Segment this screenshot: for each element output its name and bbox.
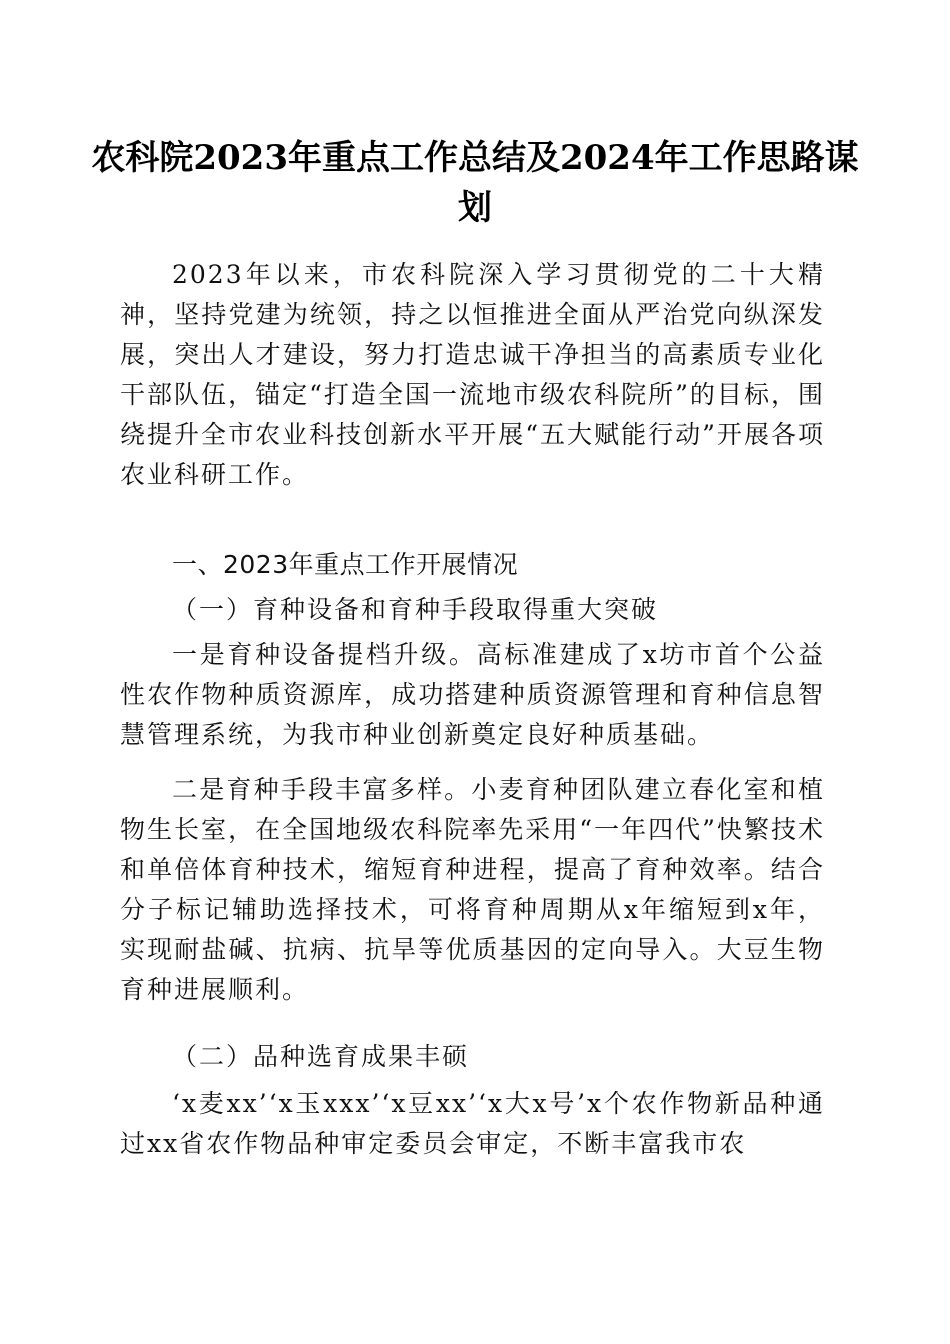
section-heading-1: 一、2023年重点工作开展情况 xyxy=(172,550,519,579)
paragraph-breeding-equipment: 一是育种设备提档升级。高标准建成了x坊市首个公益性农作物种质资源库，成功搭建种质资源管理和育种信息智慧管理系统，为我市种业创新奠定良好种质基础。 xyxy=(120,640,825,749)
subsection-heading-2: （二）品种选育成果丰硕 xyxy=(172,1042,470,1071)
subsection-heading-1: （一）育种设备和育种手段取得重大突破 xyxy=(172,595,659,624)
paragraph-variety-achievements: ‘x麦xx’‘x玉xxx’‘x豆xx’‘x大x号’x个农作物新品种通过xx省农作物品种审定委员会审定，不断丰富我市农 xyxy=(120,1089,825,1158)
intro-paragraph: 2023年以来，市农科院深入学习贯彻党的二十大精神，坚持党建为统领，持之以恒推进全面从严治党向纵深发展，突出人才建设，努力打造忠诚干净担当的高素质专业化干部队伍，锚定“打造全国一流地市级农科院所”的目标，围绕提升全市农业科技创新水平开展“五大赋能行动”开展各项农业科研工作。 xyxy=(120,260,825,489)
document-title: 农科院2023年重点工作总结及2024年工作思路谋划 xyxy=(91,138,859,228)
paragraph-breeding-methods: 二是育种手段丰富多样。小麦育种团队建立春化室和植物生长室，在全国地级农科院率先采用“一年四代”快繁技术和单倍体育种技术，缩短育种进程，提高了育种效率。结合分子标记辅助选择技术，可将育种周期从x年缩短到x年，实现耐盐碱、抗病、抗旱等优质基因的定向导入。大豆生物育种进展顺利。 xyxy=(120,775,825,1004)
